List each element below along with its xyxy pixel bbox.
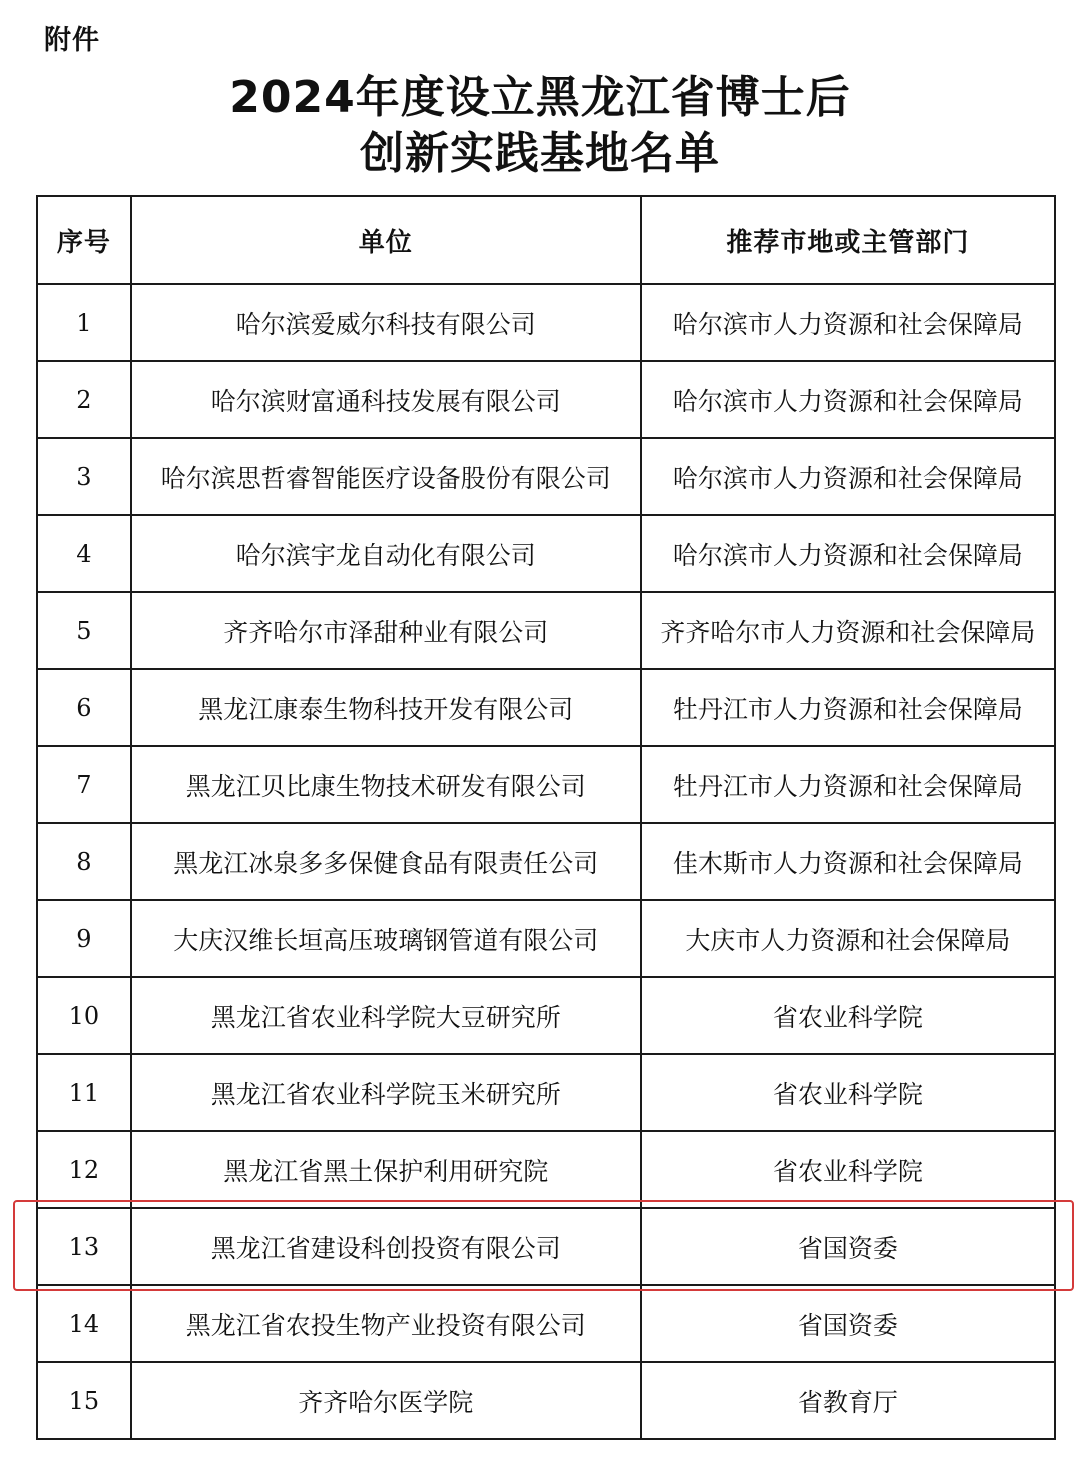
cell-index: 1 bbox=[38, 285, 132, 362]
table-row bbox=[38, 901, 1056, 978]
document-title-line-1: 2024年度设立黑龙江省博士后 bbox=[229, 72, 851, 123]
cell-unit: 黑龙江贝比康生物技术研发有限公司 bbox=[132, 747, 642, 824]
cell-index: 11 bbox=[38, 1055, 132, 1132]
cell-unit: 黑龙江冰泉多多保健食品有限责任公司 bbox=[132, 824, 642, 901]
document-title-line-2: 创新实践基地名单 bbox=[360, 128, 720, 179]
cell-index: 14 bbox=[38, 1286, 132, 1363]
cell-index: 12 bbox=[38, 1132, 132, 1209]
cell-unit: 黑龙江康泰生物科技开发有限公司 bbox=[132, 670, 642, 747]
cell-unit: 黑龙江省黑土保护利用研究院 bbox=[132, 1132, 642, 1209]
cell-index: 4 bbox=[38, 516, 132, 593]
attachment-label: 附件 bbox=[44, 25, 100, 56]
header-department: 推荐市地或主管部门 bbox=[642, 197, 1056, 285]
cell-unit: 黑龙江省农业科学院玉米研究所 bbox=[132, 1055, 642, 1132]
cell-unit: 黑龙江省农投生物产业投资有限公司 bbox=[132, 1286, 642, 1363]
cell-department: 省农业科学院 bbox=[642, 1055, 1056, 1132]
table-row bbox=[38, 824, 1056, 901]
table-row bbox=[38, 362, 1056, 439]
cell-index: 6 bbox=[38, 670, 132, 747]
cell-index: 3 bbox=[38, 439, 132, 516]
table-row bbox=[38, 593, 1056, 670]
cell-department: 省农业科学院 bbox=[642, 1132, 1056, 1209]
cell-unit: 齐齐哈尔市泽甜种业有限公司 bbox=[132, 593, 642, 670]
cell-department: 齐齐哈尔市人力资源和社会保障局 bbox=[642, 593, 1056, 670]
table-row bbox=[38, 1209, 1056, 1286]
cell-department: 省农业科学院 bbox=[642, 978, 1056, 1055]
cell-unit: 大庆汉维长垣高压玻璃钢管道有限公司 bbox=[132, 901, 642, 978]
cell-index: 2 bbox=[38, 362, 132, 439]
cell-department: 哈尔滨市人力资源和社会保障局 bbox=[642, 439, 1056, 516]
table-row bbox=[38, 285, 1056, 362]
cell-unit: 哈尔滨爱威尔科技有限公司 bbox=[132, 285, 642, 362]
cell-unit: 哈尔滨财富通科技发展有限公司 bbox=[132, 362, 642, 439]
cell-index: 7 bbox=[38, 747, 132, 824]
cell-unit: 哈尔滨宇龙自动化有限公司 bbox=[132, 516, 642, 593]
cell-index: 13 bbox=[38, 1209, 132, 1286]
header-index: 序号 bbox=[38, 197, 132, 285]
cell-department: 哈尔滨市人力资源和社会保障局 bbox=[642, 516, 1056, 593]
cell-unit: 黑龙江省建设科创投资有限公司 bbox=[132, 1209, 642, 1286]
cell-department: 大庆市人力资源和社会保障局 bbox=[642, 901, 1056, 978]
cell-index: 10 bbox=[38, 978, 132, 1055]
cell-index: 9 bbox=[38, 901, 132, 978]
table-row bbox=[38, 978, 1056, 1055]
cell-department: 牡丹江市人力资源和社会保障局 bbox=[642, 747, 1056, 824]
cell-index: 8 bbox=[38, 824, 132, 901]
table-row bbox=[38, 439, 1056, 516]
cell-department: 佳木斯市人力资源和社会保障局 bbox=[642, 824, 1056, 901]
base-list-table bbox=[36, 195, 1056, 1440]
cell-department: 哈尔滨市人力资源和社会保障局 bbox=[642, 285, 1056, 362]
table-row bbox=[38, 1286, 1056, 1363]
cell-department: 省国资委 bbox=[642, 1209, 1056, 1286]
table-row bbox=[38, 1363, 1056, 1440]
table-row bbox=[38, 516, 1056, 593]
cell-department: 省国资委 bbox=[642, 1286, 1056, 1363]
cell-department: 省教育厅 bbox=[642, 1363, 1056, 1440]
cell-department: 哈尔滨市人力资源和社会保障局 bbox=[642, 362, 1056, 439]
cell-index: 15 bbox=[38, 1363, 132, 1440]
table-row bbox=[38, 747, 1056, 824]
table-row bbox=[38, 670, 1056, 747]
cell-department: 牡丹江市人力资源和社会保障局 bbox=[642, 670, 1056, 747]
cell-unit: 齐齐哈尔医学院 bbox=[132, 1363, 642, 1440]
table-row bbox=[38, 1055, 1056, 1132]
table-header-row bbox=[38, 197, 1056, 285]
header-unit: 单位 bbox=[132, 197, 642, 285]
cell-index: 5 bbox=[38, 593, 132, 670]
cell-unit: 黑龙江省农业科学院大豆研究所 bbox=[132, 978, 642, 1055]
table-row bbox=[38, 1132, 1056, 1209]
cell-unit: 哈尔滨思哲睿智能医疗设备股份有限公司 bbox=[132, 439, 642, 516]
